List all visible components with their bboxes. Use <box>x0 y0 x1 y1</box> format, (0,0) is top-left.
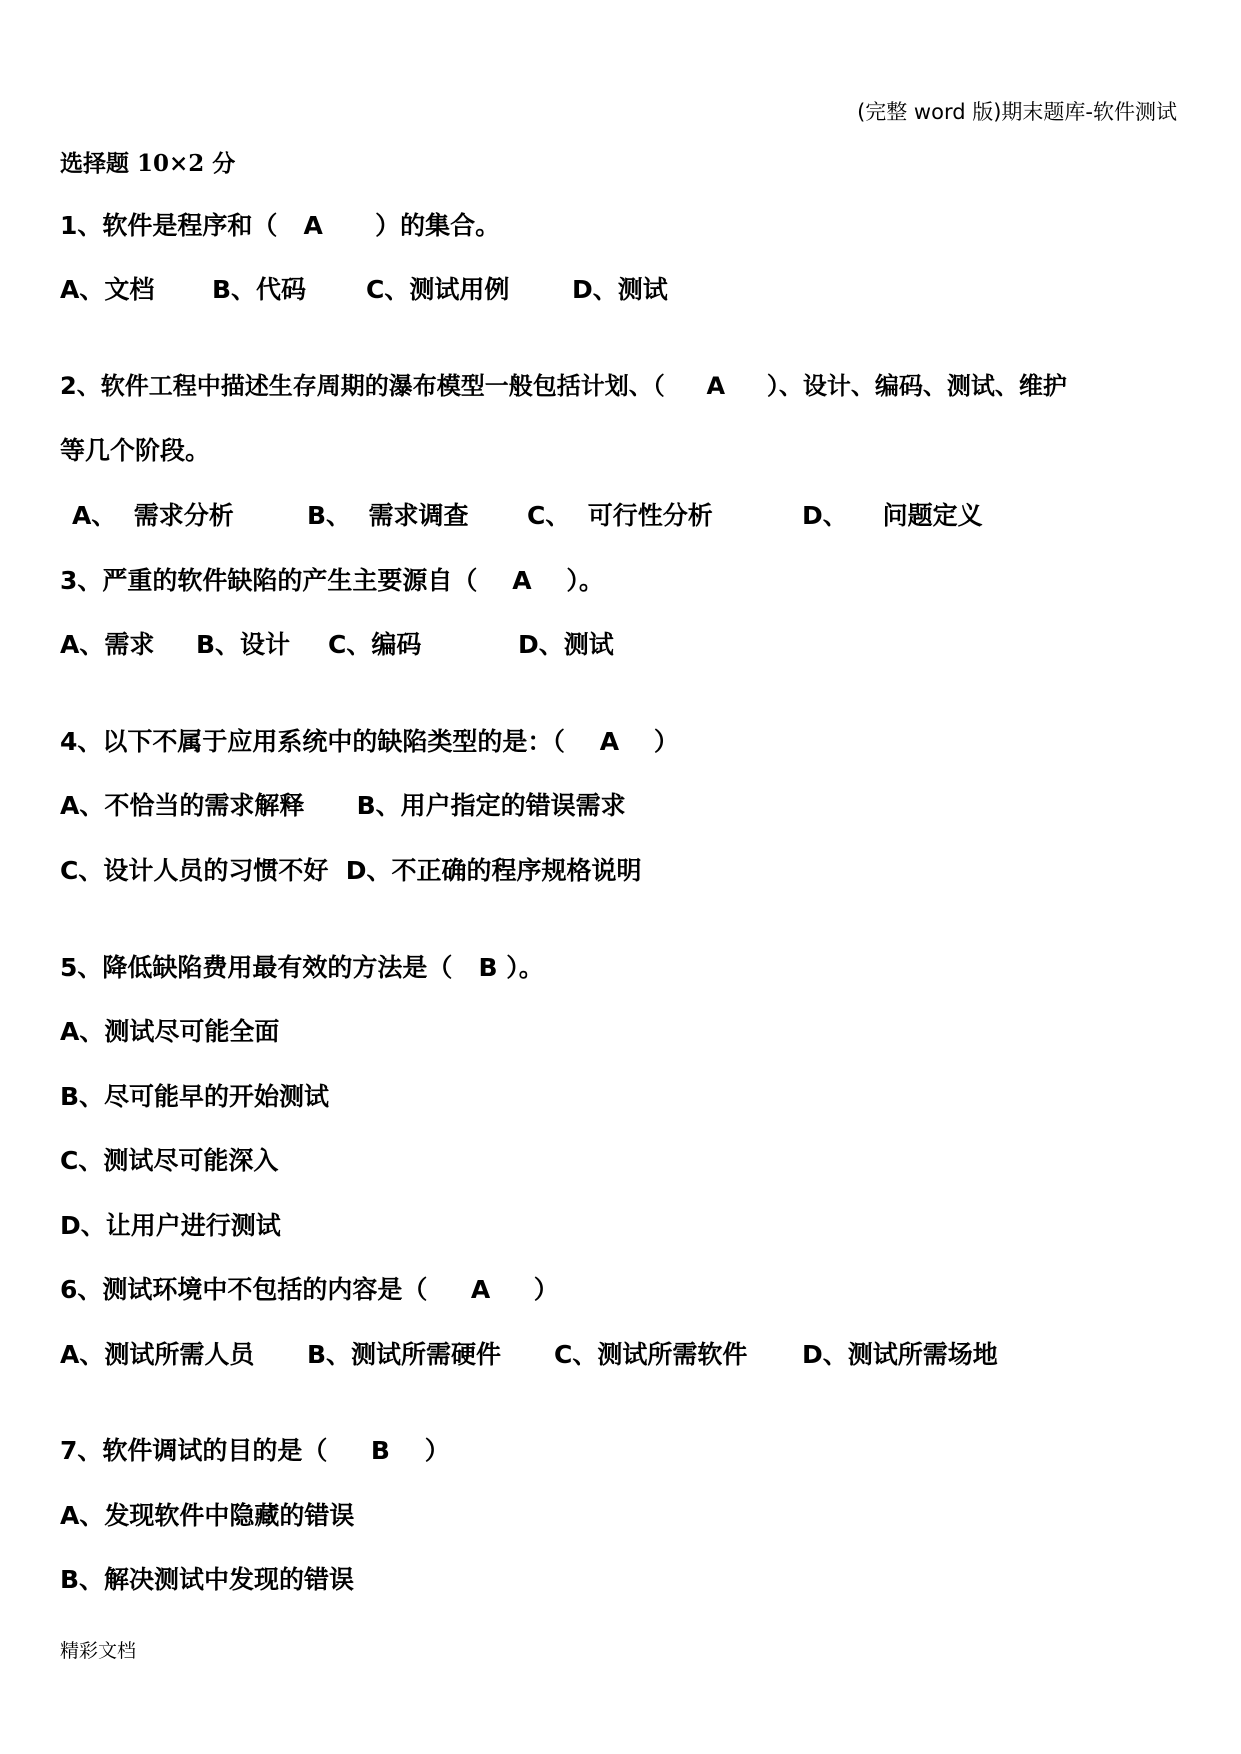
page-footer: 精彩文档 <box>60 1640 137 1662</box>
question-1-stem: 1、软件是程序和（ A ）的集合。 <box>60 211 501 240</box>
question-2-stem-line-2: 等几个阶段。 <box>60 436 211 465</box>
question-5-option-c: C、测试尽可能深入 <box>60 1146 279 1175</box>
question-5-option-a: A、测试尽可能全面 <box>60 1017 280 1046</box>
question-6-stem: 6、测试环境中不包括的内容是（ A ） <box>60 1275 559 1304</box>
question-5-option-b: B、尽可能早的开始测试 <box>60 1082 330 1111</box>
question-3-option-a: A、需求 <box>60 630 155 659</box>
question-7-option-b: B、解决测试中发现的错误 <box>60 1565 355 1594</box>
question-2-option-d: D、 问题定义 <box>802 501 983 530</box>
question-7-stem: 7、软件调试的目的是（ B ） <box>60 1436 450 1465</box>
section-title: 选择题 10×2 分 <box>60 150 236 177</box>
question-3-option-c: C、编码 <box>328 630 422 659</box>
question-2-option-a: A、 需求分析 <box>72 501 234 530</box>
question-1-option-d: D、测试 <box>572 275 668 304</box>
question-2-option-c: C、 可行性分析 <box>527 501 713 530</box>
question-1-option-b: B、代码 <box>212 275 307 304</box>
question-5-stem: 5、降低缺陷费用最有效的方法是（ B ）。 <box>60 953 544 982</box>
question-6-option-d: D、测试所需场地 <box>802 1340 998 1369</box>
question-2-option-b: B、 需求调查 <box>307 501 469 530</box>
question-1-option-c: C、测试用例 <box>366 275 510 304</box>
question-4-options-line-1: A、不恰当的需求解释 B、用户指定的错误需求 <box>60 791 626 820</box>
question-2-stem-line-1: 2、软件工程中描述生存周期的瀑布模型一般包括计划、（ A ）、设计、编码、测试、维护 <box>60 372 1067 400</box>
question-3-stem: 3、严重的软件缺陷的产生主要源自（ A ）。 <box>60 566 604 595</box>
question-6-option-b: B、测试所需硬件 <box>307 1340 502 1369</box>
question-7-option-a: A、发现软件中隐藏的错误 <box>60 1501 355 1530</box>
question-3-option-b: B、设计 <box>196 630 291 659</box>
question-3-option-d: D、测试 <box>518 630 614 659</box>
question-1-option-a: A、文档 <box>60 275 155 304</box>
question-5-option-d: D、让用户进行测试 <box>60 1211 281 1240</box>
page-header: (完整 word 版)期末题库-软件测试 <box>857 100 1177 124</box>
question-4-stem: 4、以下不属于应用系统中的缺陷类型的是：（ A ） <box>60 727 679 756</box>
question-4-options-line-2: C、设计人员的习惯不好 D、不正确的程序规格说明 <box>60 856 642 885</box>
question-6-option-a: A、测试所需人员 <box>60 1340 255 1369</box>
question-6-option-c: C、测试所需软件 <box>554 1340 748 1369</box>
